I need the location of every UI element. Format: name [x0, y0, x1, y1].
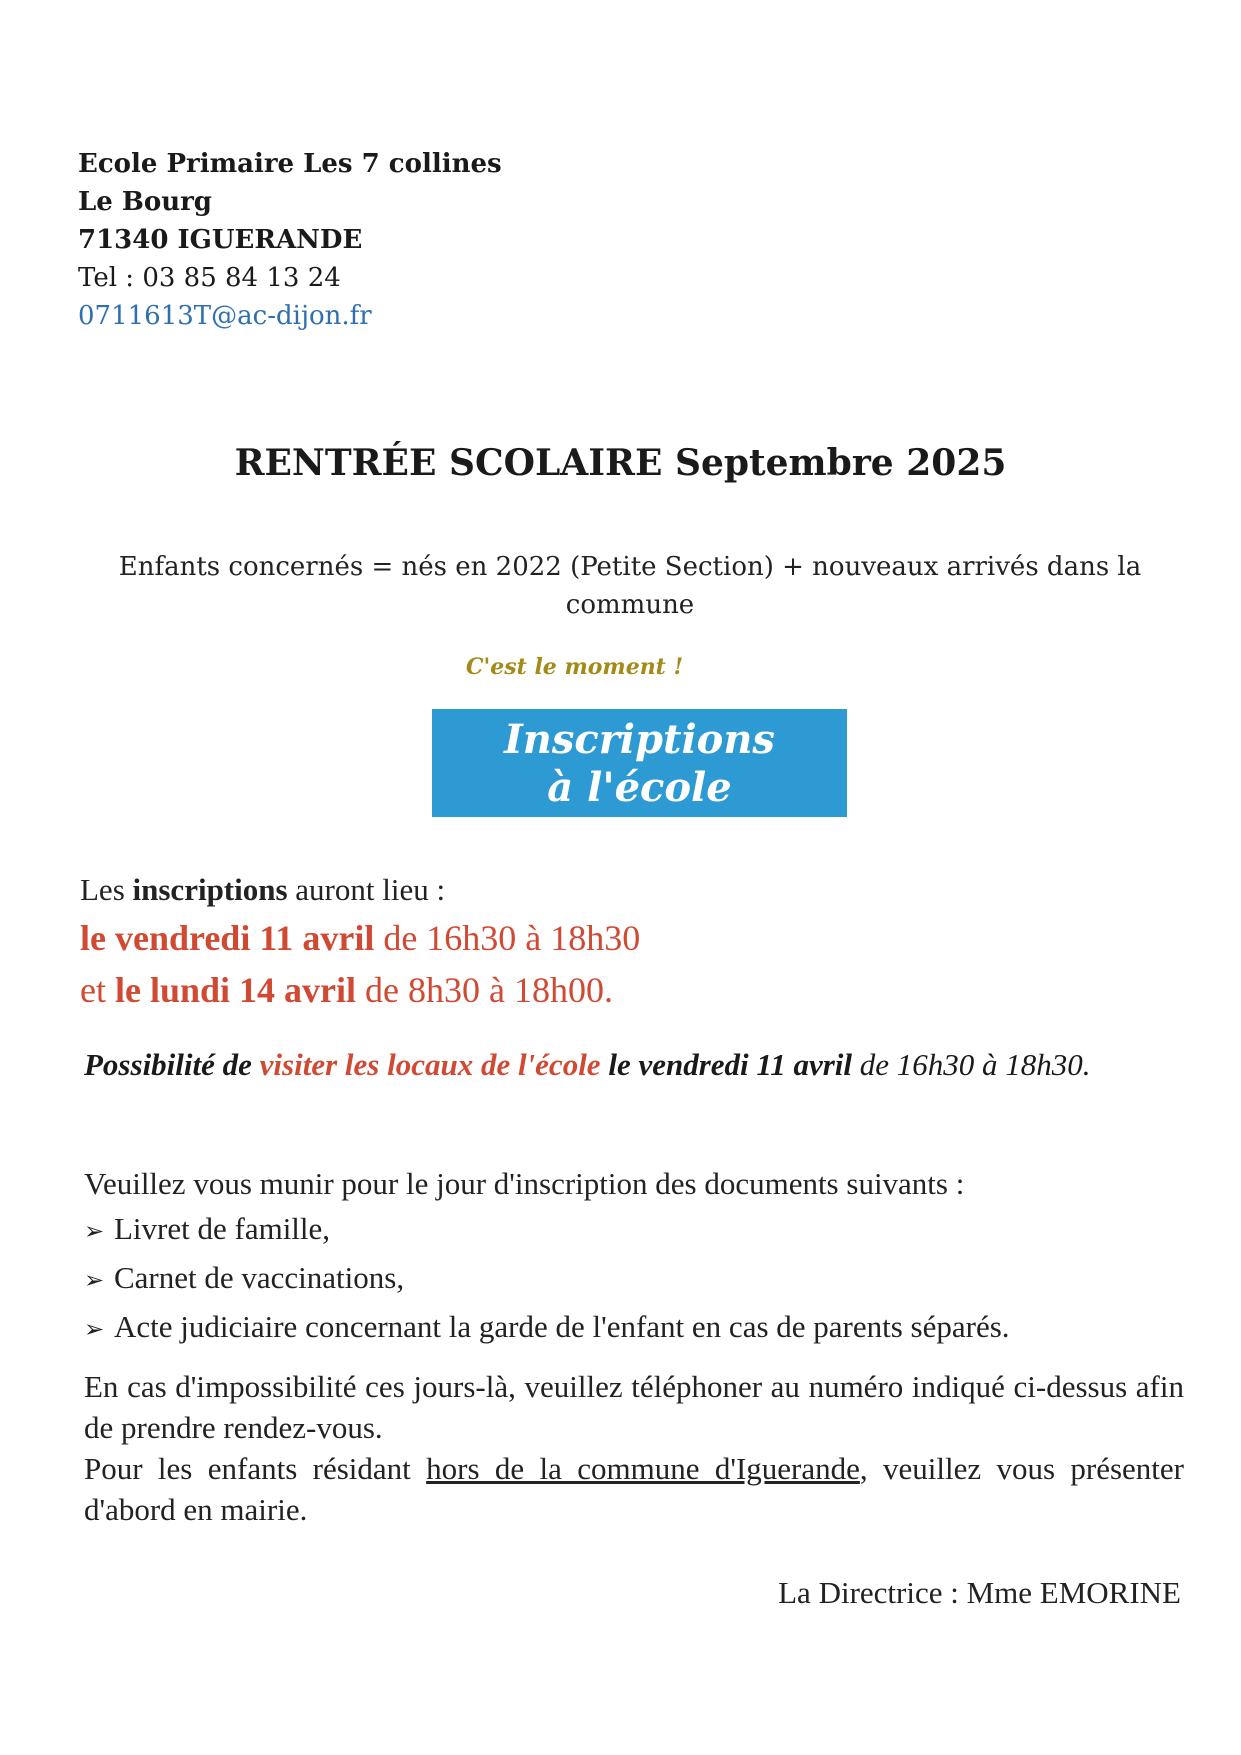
visit-notice: [84, 1040, 1194, 1090]
visit-text-a: Possibilité de: [84, 1047, 260, 1082]
visit-text-highlight: visiter les locaux de l'école: [259, 1047, 601, 1082]
document-item-text: Acte judiciaire concernant la garde de l'enfant en cas de parents séparés.: [114, 1309, 1010, 1344]
contact-section: [84, 1366, 1184, 1530]
contact-paragraph-1: En cas d'impossibilité ces jours-là, veuillez téléphoner au numéro indiqué ci-dessus afin de prendre rendez-vous.: [84, 1369, 1184, 1445]
school-street: Le Bourg: [78, 187, 212, 217]
visit-text-c: le: [600, 1047, 639, 1082]
inscription-dates: [80, 868, 640, 1016]
inscription-date-1: [80, 912, 640, 964]
logo-line-2: à l'école: [547, 764, 732, 811]
school-email: 0711613T@ac-dijon.fr: [78, 301, 372, 331]
inscriptions-logo: [432, 654, 847, 819]
list-item: [84, 1304, 1010, 1353]
date-1-hours: de 16h30 à 18h30: [374, 918, 641, 958]
visit-text-hours: de 16h30 à 18h30.: [852, 1047, 1091, 1082]
school-city: 71340 IGUERANDE: [78, 225, 363, 255]
concerned-line-1: Enfants concernés = nés en 2022 (Petite Section) + nouveaux arrivés dans la: [118, 552, 1142, 582]
documents-list: [84, 1206, 1010, 1353]
page-title: RENTRÉE SCOLAIRE Septembre 2025: [234, 442, 1007, 484]
logo-line-1: Inscriptions: [504, 716, 775, 763]
date-1-day: le vendredi 11 avril: [80, 918, 375, 958]
signature: La Directrice : Mme EMORINE: [778, 1575, 1181, 1610]
logo-tagline: C'est le moment !: [466, 654, 684, 680]
concerned-line-2: commune: [565, 590, 695, 620]
inscription-intro: [80, 868, 640, 912]
logo-banner: [432, 709, 847, 817]
visit-text-date: vendredi 11 avril: [638, 1047, 852, 1082]
list-item: [84, 1255, 1010, 1304]
arrow-bullet-icon: ➢: [84, 1219, 105, 1245]
inscription-date-2: [80, 964, 640, 1016]
contact-text-a: Pour les enfants résidant: [84, 1451, 427, 1486]
contact-paragraph-2: [84, 1448, 1184, 1530]
school-phone: Tel : 03 85 84 13 24: [78, 263, 341, 293]
intro-text-a: Les: [80, 872, 133, 907]
documents-section: [84, 1161, 1010, 1353]
arrow-bullet-icon: ➢: [84, 1317, 105, 1343]
concerned-children: [90, 548, 1170, 624]
date-2-day: le lundi 14 avril: [114, 970, 357, 1010]
date-2-hours: de 8h30 à 18h00.: [356, 970, 613, 1010]
document-item-text: Carnet de vaccinations,: [114, 1260, 405, 1295]
arrow-bullet-icon: ➢: [84, 1268, 105, 1294]
intro-text-c: auront lieu :: [287, 872, 446, 907]
school-address: [78, 145, 502, 335]
list-item: [84, 1206, 1010, 1255]
contact-text-underlined: hors de la commune d'Iguerande: [426, 1451, 860, 1486]
school-name: Ecole Primaire Les 7 collines: [78, 149, 502, 179]
documents-intro: Veuillez vous munir pour le jour d'inscription des documents suivants :: [84, 1166, 965, 1201]
date-2-prefix: et: [80, 970, 115, 1010]
intro-text-bold: inscriptions: [132, 872, 288, 907]
contact-text-c: , veuillez vous présenter d'abord en mairie.: [84, 1451, 1185, 1527]
document-item-text: Livret de famille,: [114, 1211, 331, 1246]
